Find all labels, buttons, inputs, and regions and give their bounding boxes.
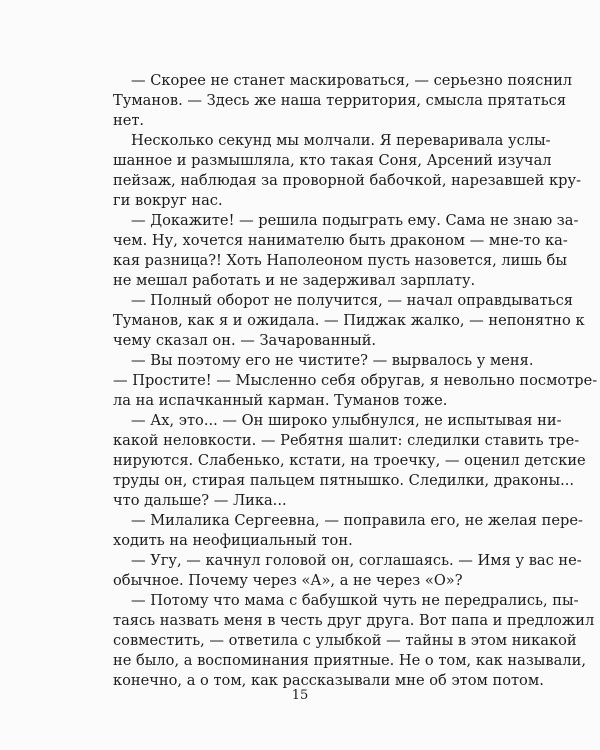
text-line: чему сказал он. — Зачарованный.	[113, 332, 377, 349]
text-line: — Полный оборот не получится, — начал оправдываться	[131, 292, 574, 309]
text-line: ла на испачканный карман. Туманов тоже.	[113, 392, 448, 409]
text-line: ходить на неофициальный тон.	[113, 532, 353, 549]
text-line: — Потому что мама с бабушкой чуть не передрались, пы-	[131, 592, 579, 609]
text-line: чем. Ну, хочется нанимателю быть драконом — мне-то ка-	[113, 232, 568, 249]
text-line: не было, а воспоминания приятные. Не о том, как называли,	[113, 652, 586, 669]
text-line: Туманов, как я и ожидала. — Пиджак жалко, — непонятно к	[113, 312, 585, 329]
text-line: что дальше? — Лика...	[113, 492, 287, 509]
text-line: какой неловкости. — Ребятня шалит: следилки ставить тре-	[113, 432, 580, 449]
text-line: — Вы поэтому его не чистите? — вырвалось у меня.	[131, 352, 534, 369]
text-line: — Простите! — Мысленно себя обругав, я невольно посмотре-	[113, 372, 598, 389]
text-line: кая разница?! Хоть Наполеоном пусть назовется, лишь бы	[113, 252, 567, 269]
text-line: — Милалика Сергеевна, — поправила его, не желая пере-	[131, 512, 583, 529]
text-line: шанное и размышляла, кто такая Соня, Арсений изучал	[113, 152, 552, 169]
text-line: обычное. Почему через «А», а не через «О»?	[113, 572, 463, 589]
text-line: — Докажите! — решила подыграть ему. Сама не знаю за-	[131, 212, 579, 229]
text-line: нет.	[113, 112, 145, 129]
text-line: конечно, а о том, как рассказывали мне об этом потом.	[113, 672, 544, 689]
text-line: ги вокруг нас.	[113, 192, 223, 209]
text-line: — Ах, это... — Он широко улыбнулся, не испытывая ни-	[131, 412, 562, 429]
text-line: Несколько секунд мы молчали. Я переваривала услы-	[131, 132, 551, 149]
text-line: Туманов. — Здесь же наша территория, смысла прятаться	[113, 92, 567, 109]
text-line: труды он, стирая пальцем пятнышко. Следилки, драконы...	[113, 472, 575, 489]
text-line: нируются. Слабенько, кстати, на троечку, — оценил детские	[113, 452, 586, 469]
page-number: 15	[291, 688, 309, 703]
text-line: не мешал работать и не задерживал зарплату.	[113, 272, 476, 289]
text-line: совместить, — ответила с улыбкой — тайны в этом никакой	[113, 632, 577, 649]
text-line: — Скорее не станет маскироваться, — серьезно пояснил	[131, 72, 573, 89]
text-line: — Угу, — качнул головой он, соглашаясь. — Имя у вас не-	[131, 552, 582, 569]
text-line: таясь назвать меня в честь друг друга. Вот папа и предложил	[113, 612, 595, 629]
text-line: пейзаж, наблюдая за проворной бабочкой, нарезавшей кру-	[113, 172, 582, 189]
